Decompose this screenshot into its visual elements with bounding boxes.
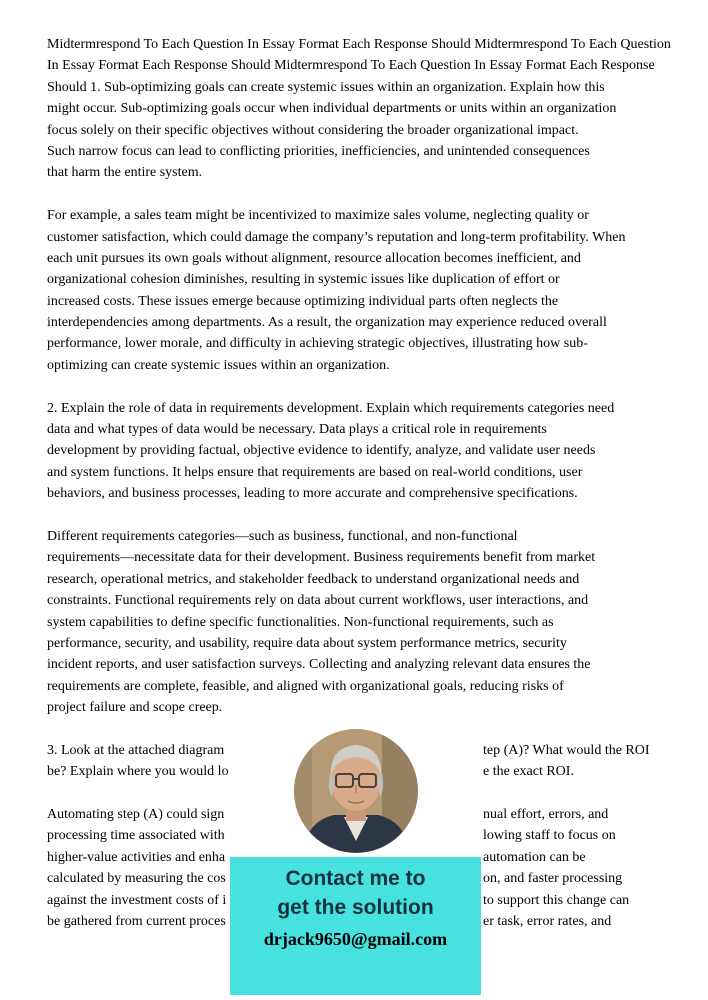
text-line: Such narrow focus can lead to conflicting priorities, inefficiencies, and unintended consequences (47, 143, 590, 159)
text-line: For example, a sales team might be incentivized to maximize sales volume, neglecting quality or (47, 208, 589, 224)
paragraph (47, 34, 707, 184)
text-fragment-left: higher-value activities and enha (47, 849, 226, 865)
text-line: performance, lower morale, and difficulty in achieving strategic objectives, illustrating how sub- (47, 336, 588, 352)
text-line: and system functions. It helps ensure that requirements are based on real-world conditions, user (47, 464, 583, 480)
text-line: constraints. Functional requirements rely on data about current workflows, user interactions, and (47, 593, 589, 609)
text-line: development by providing factual, objective evidence to identify, analyze, and validate user needs (47, 443, 596, 459)
ad-email: drjack9650@gmail.com (263, 929, 448, 949)
text-line: incident reports, and user satisfaction surveys. Collecting and analyzing relevant data ensures the (47, 657, 591, 673)
text-line: research, operational metrics, and stakeholder feedback to understand organizational needs and (47, 571, 580, 587)
text-fragment-left: be? Explain where you would lo (47, 764, 229, 780)
text-fragment-right: tep (A)? What would the ROI (483, 742, 650, 758)
text-fragment-left: against the investment costs of i (47, 892, 227, 908)
text-line: Midtermrespond To Each Question In Essay Format Each Response Should Midtermrespond To Each Question (47, 37, 671, 52)
ad-text-section (230, 857, 481, 995)
contact-avatar (294, 729, 418, 853)
solution-ad-card (230, 727, 481, 995)
ad-headline-line2: get the solution (277, 896, 434, 919)
text-line: focus solely on their specific objectives without considering the broader organizational impact. (47, 122, 579, 138)
text-fragment-right: lowing staff to focus on (483, 828, 616, 844)
text-line: requirements are complete, feasible, and aligned with organizational goals, reducing risks of (47, 678, 564, 694)
text-fragment-left: 3. Look at the attached diagram (47, 742, 225, 758)
text-fragment-left: Automating step (A) could sign (47, 807, 225, 823)
text-line: requirements—necessitate data for their development. Business requirements benefit from market (47, 550, 596, 566)
text-fragment-right: e the exact ROI. (483, 764, 574, 780)
text-line: 2. Explain the role of data in requirements development. Explain which requirements categories need (47, 400, 615, 416)
text-line: system capabilities to define specific functionalities. Non-functional requirements, such as (47, 614, 554, 630)
paragraph (47, 526, 707, 719)
text-line: might occur. Sub-optimizing goals occur when individual departments or units within an organization (47, 101, 617, 117)
paragraph (47, 398, 707, 505)
text-line: increased costs. These issues emerge because optimizing individual parts often neglects the (47, 293, 559, 309)
text-fragment-left: be gathered from current proces (47, 914, 226, 930)
text-fragment-left: processing time associated with (47, 828, 225, 844)
text-line: Should 1. Sub-optimizing goals can create systemic issues within an organization. Explain how this (47, 79, 605, 95)
text-line: project failure and scope creep. (47, 700, 223, 716)
ad-photo-section (230, 727, 481, 857)
text-line: optimizing can create systemic issues within an organization. (47, 357, 390, 373)
text-line: that harm the entire system. (47, 165, 203, 181)
text-line: organizational cohesion diminishes, resulting in systemic issues like duplication of effort or (47, 272, 560, 288)
text-line: interdependencies among departments. As a result, the organization may experience reduced overall (47, 315, 607, 331)
text-line: In Essay Format Each Response Should Midtermrespond To Each Question In Essay Format Each Response (47, 58, 655, 74)
text-fragment-right: on, and faster processing (483, 871, 623, 887)
text-line: Different requirements categories—such as business, functional, and non-functional (47, 528, 518, 544)
person-photo (294, 729, 418, 853)
text-fragment-right: er task, error rates, and (483, 914, 612, 930)
text-line: customer satisfaction, which could damage the company’s reputation and long-term profitability. When (47, 229, 626, 245)
paragraph (47, 205, 707, 376)
text-line: behaviors, and business processes, leading to more accurate and comprehensive specifications. (47, 486, 578, 502)
text-fragment-right: to support this change can (483, 892, 630, 908)
ad-headline-line1: Contact me to (285, 867, 426, 890)
text-fragment-right: automation can be (483, 849, 586, 865)
text-line: data and what types of data would be necessary. Data plays a critical role in requirements (47, 422, 547, 438)
text-fragment-right: nual effort, errors, and (483, 807, 609, 823)
text-line: performance, security, and usability, require data about system performance metrics, security (47, 635, 567, 651)
text-fragment-left: calculated by measuring the cos (47, 871, 226, 887)
text-line: each unit pursues its own goals without alignment, resource allocation becomes inefficient, and (47, 250, 581, 266)
